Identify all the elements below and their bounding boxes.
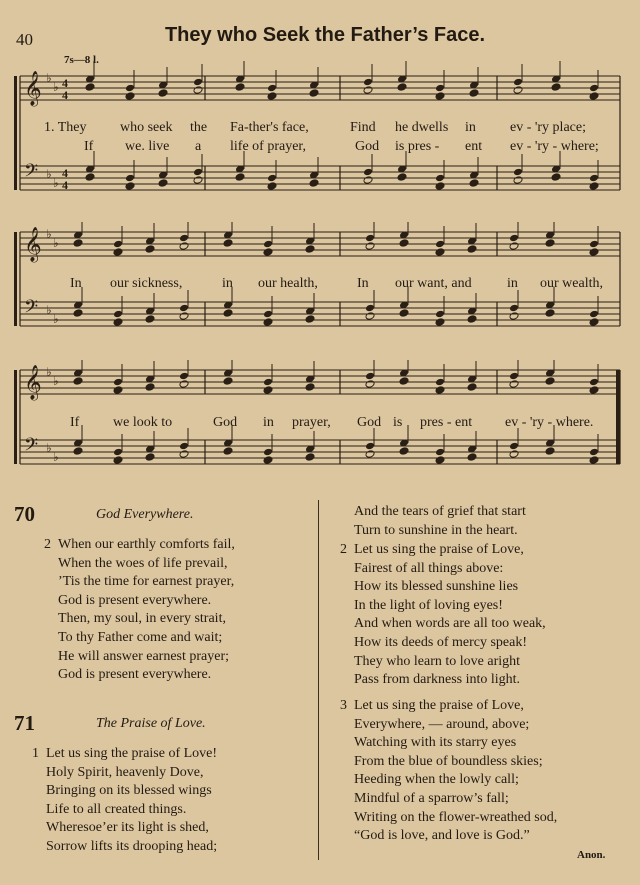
note-head-icon — [145, 383, 155, 392]
verse-line: Heeding when the lowly call; — [354, 772, 519, 788]
stanza-number: 1 — [32, 746, 39, 761]
note-head-icon — [509, 450, 519, 459]
lyric-syllable: in — [222, 276, 233, 291]
note-head-icon — [365, 450, 375, 459]
meter-label: 7s—8 l. — [64, 54, 99, 66]
bass-clef-icon: 𝄢 — [24, 161, 39, 186]
verse-line: Sorrow lifts its drooping head; — [46, 838, 218, 854]
time-signature-icon: 4 — [62, 178, 68, 192]
note-head-icon — [467, 453, 477, 462]
note-head-icon — [509, 242, 519, 251]
note-head-icon — [363, 176, 373, 185]
note-head-icon — [509, 380, 519, 389]
note-head-icon — [467, 383, 477, 392]
time-signature-icon: 4 — [62, 88, 68, 102]
lyrics-line-2 — [0, 139, 640, 157]
verse-line: From the blue of boundless skies; — [354, 753, 543, 769]
time-signature-icon: 4 — [62, 166, 68, 180]
note-head-icon — [551, 83, 561, 92]
note-head-icon — [73, 377, 83, 386]
note-head-icon — [545, 239, 555, 248]
bass-clef-icon: 𝄢 — [24, 435, 39, 460]
lyric-syllable: If — [70, 415, 80, 430]
note-head-icon — [125, 92, 135, 101]
verse-line: Everywhere, — around, above; — [354, 716, 530, 732]
verse-line: Turn to sunshine in the heart. — [354, 522, 518, 538]
lyric-syllable: we look to — [113, 415, 173, 430]
note-head-icon — [469, 89, 479, 98]
note-head-icon — [179, 304, 189, 313]
note-head-icon — [545, 377, 555, 386]
hymn-71-stanza-1-continued — [340, 503, 526, 540]
verse-line: And when words are all too weak, — [354, 616, 546, 632]
note-head-icon — [125, 84, 135, 93]
lyric-syllable: our wealth, — [540, 276, 603, 291]
note-head-icon — [469, 179, 479, 188]
lyric-syllable: in — [465, 120, 476, 135]
note-head-icon — [113, 310, 123, 319]
treble-staff-2 — [20, 222, 620, 263]
flat-icon: ♭ — [53, 374, 59, 388]
lyric-syllable: who seek — [120, 120, 173, 135]
flat-icon: ♭ — [46, 227, 52, 241]
lyric-syllable: in — [507, 276, 518, 291]
flat-icon: ♭ — [53, 312, 59, 326]
note-head-icon — [179, 442, 189, 451]
note-head-icon — [589, 378, 599, 387]
flat-icon: ♭ — [46, 71, 52, 85]
lyric-syllable: In — [357, 276, 369, 291]
note-head-icon — [435, 318, 445, 327]
note-head-icon — [263, 448, 273, 457]
lyric-syllable: If — [84, 139, 94, 154]
note-head-icon — [309, 89, 319, 98]
lyrics-line-4 — [0, 415, 640, 433]
note-head-icon — [589, 174, 599, 183]
verse-line: When our earthly comforts fail, — [58, 537, 235, 552]
hymn-71-title: The Praise of Love. — [96, 716, 206, 731]
note-head-icon — [399, 309, 409, 318]
note-head-icon — [509, 304, 519, 313]
lyric-syllable: pres - ent — [420, 415, 473, 430]
note-head-icon — [263, 310, 273, 319]
stanza-number: 2 — [44, 537, 51, 552]
bass-staff-1 — [20, 151, 620, 192]
flat-icon: ♭ — [53, 80, 59, 94]
lyric-syllable: ent — [465, 139, 483, 154]
note-head-icon — [589, 240, 599, 249]
lyric-syllable: God — [357, 415, 382, 430]
treble-clef-icon: 𝄞 — [24, 227, 42, 262]
lyric-syllable: is — [393, 415, 403, 430]
lyric-syllable: we. live — [125, 139, 170, 154]
hymn-71-stanza-2 — [340, 541, 546, 690]
flat-icon: ♭ — [46, 441, 52, 455]
flat-icon: ♭ — [46, 303, 52, 317]
note-head-icon — [589, 182, 599, 191]
hymn-70-number: 70 — [14, 502, 35, 526]
verse-line: When the woes of life prevail, — [58, 555, 228, 571]
lyrics-line-1 — [0, 120, 640, 138]
verse-line: Holy Spirit, heavenly Dove, — [46, 764, 204, 780]
note-head-icon — [589, 310, 599, 319]
verse-line: “God is love, and love is God.” — [354, 828, 530, 844]
note-head-icon — [365, 380, 375, 389]
note-head-icon — [397, 83, 407, 92]
note-head-icon — [589, 386, 599, 395]
note-head-icon — [467, 245, 477, 254]
note-head-icon — [267, 174, 277, 183]
note-head-icon — [179, 234, 189, 243]
time-signature-icon: 4 — [62, 76, 68, 90]
note-head-icon — [179, 380, 189, 389]
lyric-syllable: God — [355, 139, 380, 154]
verse-line: Bringing on its blessed wings — [46, 783, 212, 799]
note-head-icon — [435, 310, 445, 319]
note-head-icon — [365, 242, 375, 251]
verse-line: Let us sing the praise of Love, — [354, 698, 524, 713]
hymn-70-stanza-2 — [44, 536, 235, 685]
verse-line: Then, my soul, in every strait, — [58, 611, 226, 627]
note-head-icon — [305, 453, 315, 462]
note-head-icon — [113, 448, 123, 457]
hymn-71-stanza-1 — [32, 745, 217, 857]
note-head-icon — [305, 315, 315, 324]
note-head-icon — [223, 377, 233, 386]
note-head-icon — [513, 168, 523, 177]
note-head-icon — [145, 315, 155, 324]
note-head-icon — [305, 245, 315, 254]
lyric-syllable: Fa-ther's face, — [230, 120, 309, 135]
note-head-icon — [179, 450, 189, 459]
column-divider — [318, 500, 319, 860]
note-head-icon — [267, 92, 277, 101]
note-head-icon — [435, 240, 445, 249]
note-head-icon — [223, 309, 233, 318]
page-number: 40 — [16, 30, 33, 49]
note-head-icon — [435, 174, 445, 183]
note-head-icon — [365, 312, 375, 321]
note-head-icon — [73, 309, 83, 318]
note-head-icon — [365, 372, 375, 381]
note-head-icon — [363, 168, 373, 177]
hymn-71-number: 71 — [14, 711, 35, 735]
note-head-icon — [179, 312, 189, 321]
note-head-icon — [235, 83, 245, 92]
note-head-icon — [365, 304, 375, 313]
lyric-syllable: a — [195, 139, 202, 154]
note-head-icon — [509, 234, 519, 243]
verse-line: How its blessed sunshine lies — [354, 579, 519, 595]
note-head-icon — [305, 383, 315, 392]
flat-icon: ♭ — [53, 450, 59, 464]
note-head-icon — [263, 248, 273, 257]
note-head-icon — [263, 378, 273, 387]
treble-staff-1 — [20, 61, 620, 107]
note-head-icon — [223, 239, 233, 248]
note-head-icon — [125, 182, 135, 191]
note-head-icon — [435, 448, 445, 457]
note-head-icon — [263, 318, 273, 327]
note-head-icon — [235, 173, 245, 182]
verse-line: God is present everywhere. — [58, 667, 212, 683]
verse-line: Watching with its starry eyes — [354, 735, 517, 751]
verse-line: Wheresoe’er its light is shed, — [46, 820, 209, 836]
note-head-icon — [399, 377, 409, 386]
lyric-syllable: In — [70, 276, 82, 291]
note-head-icon — [513, 78, 523, 87]
hymn-71-stanza-3 — [340, 697, 557, 846]
lyric-syllable: life of prayer, — [230, 139, 307, 154]
note-head-icon — [589, 448, 599, 457]
note-head-icon — [263, 456, 273, 465]
note-head-icon — [73, 447, 83, 456]
note-head-icon — [397, 173, 407, 182]
lyric-syllable: in — [263, 415, 274, 430]
flat-icon: ♭ — [53, 176, 59, 190]
verse-line: Life to all created things. — [46, 801, 187, 817]
stanza-number: 3 — [340, 698, 347, 713]
verse-line: They who learn to love aright — [354, 653, 521, 669]
note-head-icon — [113, 378, 123, 387]
note-head-icon — [509, 312, 519, 321]
verse-line: And the tears of grief that start — [354, 504, 526, 519]
note-head-icon — [435, 378, 445, 387]
note-head-icon — [309, 179, 319, 188]
note-head-icon — [179, 372, 189, 381]
note-head-icon — [223, 447, 233, 456]
lyric-syllable: prayer, — [292, 415, 331, 430]
lyric-syllable: 1. They — [44, 120, 87, 135]
verse-line: Let us sing the praise of Love! — [46, 746, 218, 761]
lyric-syllable: the — [190, 120, 208, 135]
treble-staff-3 — [20, 360, 620, 401]
note-head-icon — [113, 240, 123, 249]
note-head-icon — [545, 309, 555, 318]
verse-line: To thy Father come and wait; — [58, 629, 223, 645]
note-head-icon — [513, 86, 523, 95]
note-head-icon — [545, 447, 555, 456]
note-head-icon — [589, 92, 599, 101]
note-head-icon — [365, 234, 375, 243]
note-head-icon — [158, 179, 168, 188]
lyric-syllable: ev - 'ry - where. — [505, 415, 594, 430]
verse-line: ’Tis the time for earnest prayer, — [58, 574, 235, 590]
note-head-icon — [589, 318, 599, 327]
verse-line: Let us sing the praise of Love, — [354, 542, 524, 557]
note-head-icon — [435, 386, 445, 395]
bass-clef-icon: 𝄢 — [24, 297, 39, 322]
note-head-icon — [145, 245, 155, 254]
note-head-icon — [263, 240, 273, 249]
note-head-icon — [85, 83, 95, 92]
note-head-icon — [193, 78, 203, 87]
note-head-icon — [113, 248, 123, 257]
note-head-icon — [193, 168, 203, 177]
note-head-icon — [85, 173, 95, 182]
lyric-syllable: Find — [350, 120, 376, 135]
stanza-number: 2 — [340, 542, 347, 557]
treble-clef-icon: 𝄞 — [24, 365, 42, 400]
note-head-icon — [435, 248, 445, 257]
note-head-icon — [267, 84, 277, 93]
verse-line: Mindful of a sparrow’s fall; — [354, 790, 509, 806]
note-head-icon — [589, 456, 599, 465]
lyric-syllable: is pres - — [395, 139, 440, 154]
author-credit: Anon. — [577, 849, 606, 861]
note-head-icon — [509, 442, 519, 451]
lyric-syllable: he dwells — [395, 120, 449, 135]
note-head-icon — [263, 386, 273, 395]
note-head-icon — [467, 315, 477, 324]
lyric-syllable: ev - 'ry - where; — [510, 139, 599, 154]
note-head-icon — [179, 242, 189, 251]
verse-line: Pass from darkness into light. — [354, 672, 521, 688]
note-head-icon — [125, 174, 135, 183]
note-head-icon — [113, 318, 123, 327]
note-head-icon — [551, 173, 561, 182]
note-head-icon — [193, 86, 203, 95]
note-head-icon — [435, 182, 445, 191]
note-head-icon — [435, 456, 445, 465]
verse-line: God is present everywhere. — [58, 592, 212, 608]
treble-clef-icon: 𝄞 — [24, 71, 42, 106]
note-head-icon — [158, 89, 168, 98]
page-title: They who Seek the Father’s Face. — [164, 24, 486, 46]
note-head-icon — [73, 239, 83, 248]
verse-line: How its deeds of mercy speak! — [354, 634, 528, 650]
verse-line: Fairest of all things above: — [354, 560, 504, 576]
hymn-70-title: God Everywhere. — [96, 507, 194, 522]
note-head-icon — [113, 386, 123, 395]
note-head-icon — [363, 86, 373, 95]
verse-line: In the light of loving eyes! — [354, 597, 503, 613]
verse-line: Writing on the flower-wreathed sod, — [354, 809, 558, 825]
note-head-icon — [435, 84, 445, 93]
note-head-icon — [589, 84, 599, 93]
note-head-icon — [365, 442, 375, 451]
note-head-icon — [509, 372, 519, 381]
flat-icon: ♭ — [46, 365, 52, 379]
verse-line: He will answer earnest prayer; — [58, 648, 230, 664]
lyric-syllable: God — [213, 415, 238, 430]
note-head-icon — [267, 182, 277, 191]
flat-icon: ♭ — [53, 236, 59, 250]
lyric-syllable: our want, and — [395, 276, 472, 291]
note-head-icon — [399, 447, 409, 456]
note-head-icon — [193, 176, 203, 185]
lyric-syllable: ev - 'ry place; — [510, 120, 586, 135]
note-head-icon — [513, 176, 523, 185]
lyrics-line-3 — [0, 276, 640, 294]
note-head-icon — [113, 456, 123, 465]
note-head-icon — [399, 239, 409, 248]
note-head-icon — [435, 92, 445, 101]
note-head-icon — [363, 78, 373, 87]
note-head-icon — [145, 453, 155, 462]
flat-icon: ♭ — [46, 167, 52, 181]
lyric-syllable: our health, — [258, 276, 318, 291]
note-head-icon — [589, 248, 599, 257]
lyric-syllable: our sickness, — [110, 276, 183, 291]
